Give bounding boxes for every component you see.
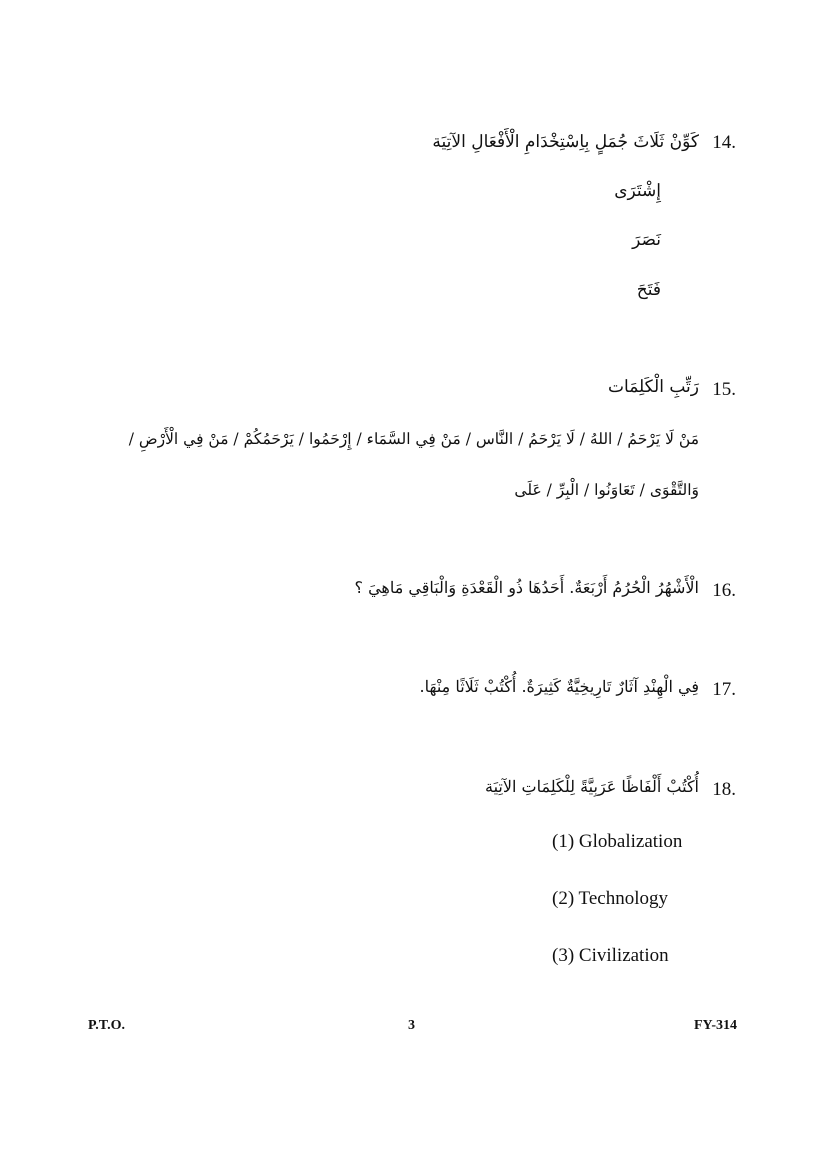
question-number: 15. (712, 379, 736, 400)
question-text: الْأَشْهُرُ الْحُرُمُ أَرْبَعَةٌ. أَحَدُهَا ذُو الْقَعْدَةِ وَالْبَاقِي مَاهِيَ ؟ (354, 578, 699, 597)
question-text: فِي الْهِنْدِ آثَارٌ تَارِيخِيَّةٌ كَثِيرَةٌ. أُكْتُبْ ثَلَاثًا مِنْهَا. (419, 677, 699, 696)
question-text: رَتِّبِ الْكَلِمَات (608, 377, 699, 397)
question-number: 14. (712, 132, 736, 153)
word-list-line: مَنْ لَا يَرْحَمُ / اللهُ / لَا يَرْحَمُ / النَّاس / مَنْ فِي السَّمَاء / إِرْحَمُوا / يَرْحَمُكُمْ / مَنْ فِي الْأَرْضِ / (128, 430, 699, 448)
question-number: 16. (712, 580, 736, 601)
question-text: أُكْتُبْ أَلْفَاظًا عَرَبِيَّةً لِلْكَلِمَاتِ الآتِيَة (485, 777, 699, 796)
english-word-item: (3) Civilization (552, 945, 669, 966)
verb-item: فَتَحَ (636, 280, 661, 300)
verb-item: نَصَرَ (632, 230, 661, 250)
page-number: 3 (408, 1018, 415, 1033)
footer-pto: P.T.O. (88, 1018, 125, 1033)
english-word-item: (2) Technology (552, 888, 668, 909)
paper-code: FY-314 (693, 1018, 737, 1033)
question-number: 17. (712, 679, 736, 700)
question-text: كَوِّنْ ثَلَاثَ جُمَلٍ بِاِسْتِخْدَامِ الْأَفْعَالِ الآتِيَة (432, 132, 699, 152)
word-list-line: وَالتَّقْوَى / تَعَاوَنُوا / الْبِرِّ / عَلَى (514, 481, 699, 499)
verb-item: إِشْتَرَى (614, 181, 661, 201)
question-number: 18. (712, 779, 736, 800)
english-word-item: (1) Globalization (552, 831, 683, 852)
